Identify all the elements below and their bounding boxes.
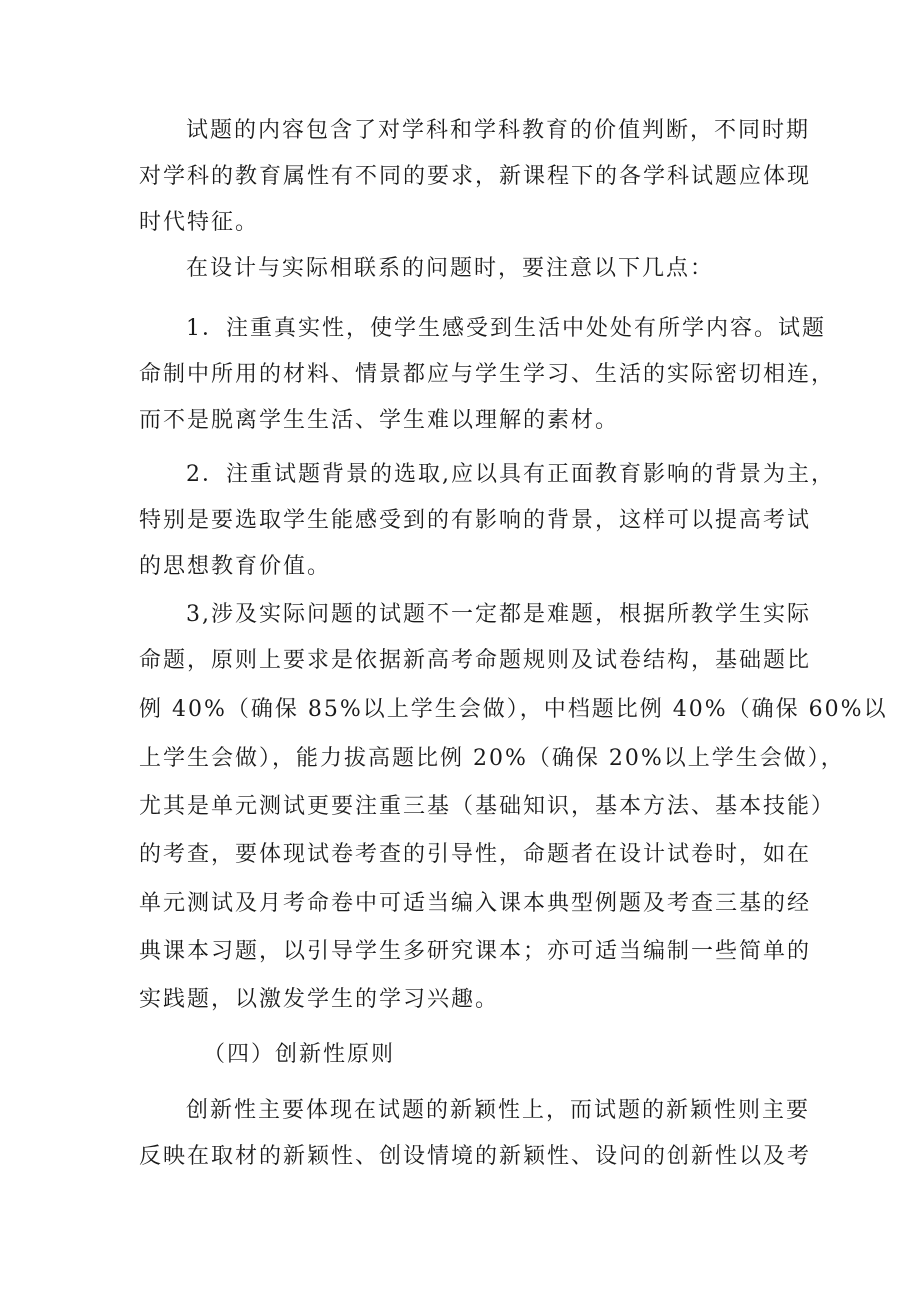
paragraph-5-line-3: 例 40%（确保 85%以上学生会做），中档题比例 40%（确保 60%以 — [139, 697, 888, 722]
paragraph-5-line-2: 命题，原则上要求是依据新高考命题规则及试卷结构，基础题比 — [139, 648, 812, 673]
paragraph-4-line-3: 的思想教育价值。 — [139, 554, 332, 579]
paragraph-4-line-2: 特别是要选取学生能感受到的有影响的背景，这样可以提高考试 — [139, 508, 812, 533]
paragraph-1-line-3: 时代特征。 — [139, 210, 260, 235]
paragraph-3-line-3: 而不是脱离学生生活、学生难以理解的素材。 — [139, 408, 620, 433]
paragraph-1-line-2: 对学科的教育属性有不同的要求，新课程下的各学科试题应体现 — [139, 164, 812, 189]
paragraph-5-line-9: 实践题，以激发学生的学习兴趣。 — [139, 987, 500, 1012]
section-heading-innovation: （四）创新性原则 — [203, 1042, 396, 1067]
paragraph-1-line-1: 试题的内容包含了对学科和学科教育的价值判断，不同时期 — [186, 118, 811, 143]
paragraph-4-line-1: 2．注重试题背景的选取,应以具有正面教育影响的背景为主， — [186, 462, 835, 487]
paragraph-5-line-8: 典课本习题，以引导学生多研究课本；亦可适当编制一些简单的 — [139, 939, 812, 964]
paragraph-2-line-1: 在设计与实际相联系的问题时，要注意以下几点： — [186, 256, 715, 281]
paragraph-6-line-2: 反映在取材的新颖性、创设情境的新颖性、设问的创新性以及考 — [139, 1144, 812, 1169]
paragraph-3-line-2: 命制中所用的材料、情景都应与学生学习、生活的实际密切相连， — [139, 362, 836, 387]
paragraph-5-line-6: 的考查，要体现试卷考查的引导性，命题者在设计试卷时，如在 — [139, 842, 812, 867]
paragraph-6-line-1: 创新性主要体现在试题的新颖性上，而试题的新颖性则主要 — [186, 1098, 811, 1123]
paragraph-3-line-1: 1．注重真实性，使学生感受到生活中处处有所学内容。试题 — [186, 316, 826, 341]
paragraph-5-line-5: 尤其是单元测试更要注重三基（基础知识，基本方法、基本技能） — [139, 794, 836, 819]
paragraph-5-line-4: 上学生会做），能力拔高题比例 20%（确保 20%以上学生会做）， — [139, 746, 845, 771]
paragraph-5-line-7: 单元测试及月考命卷中可适当编入课本典型例题及考查三基的经 — [139, 891, 812, 916]
paragraph-5-line-1: 3,涉及实际问题的试题不一定都是难题，根据所教学生实际 — [186, 602, 811, 627]
